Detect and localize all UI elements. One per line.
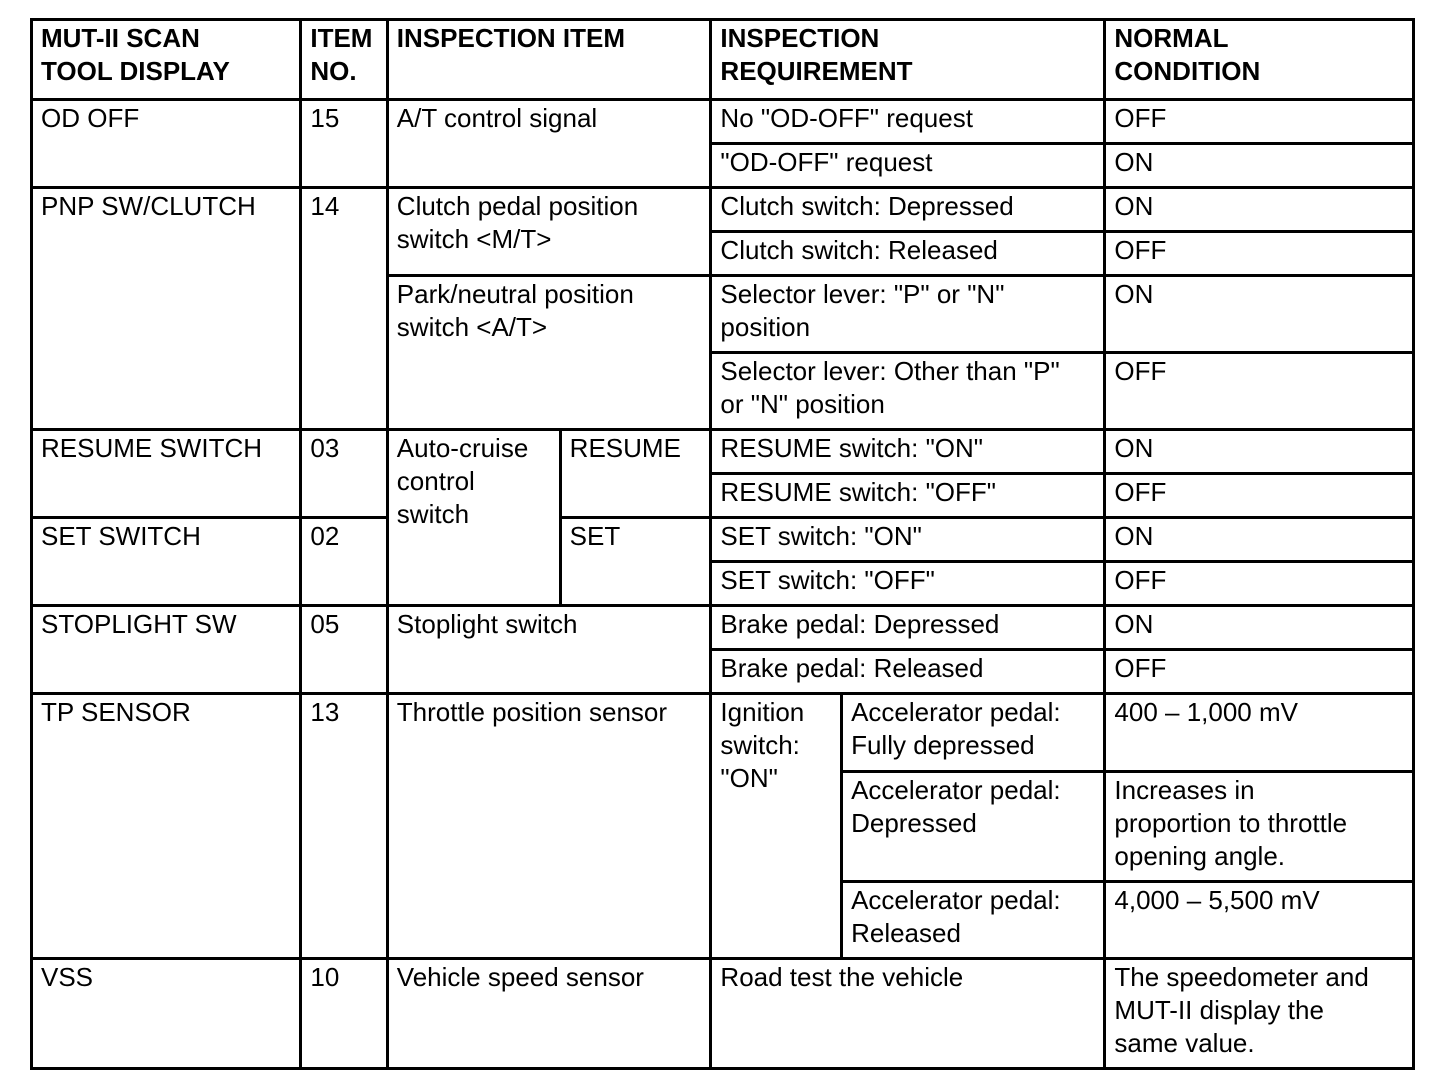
item-no-set: 02 [301,518,387,606]
item-no-vss: 10 [301,959,387,1069]
table-row [32,694,1414,772]
condition-cell: The speedometer and MUT-II display the same value. [1105,959,1414,1069]
display-stoplight: STOPLIGHT SW [32,606,301,694]
item-no-od-off: 15 [301,100,387,188]
display-resume-switch: RESUME SWITCH [32,430,301,518]
condition-cell: Increases in proportion to throttle opening angle. [1105,772,1414,882]
requirement-cell: Selector lever: Other than "P" or "N" position [711,353,1105,430]
condition-cell: ON [1105,188,1414,232]
table-row [32,188,1414,232]
condition-cell: OFF [1105,100,1414,144]
requirement-cell: Brake pedal: Released [711,650,1105,694]
condition-cell: ON [1105,144,1414,188]
requirement-ignition-on: Ignition switch: "ON" [711,694,842,959]
item-throttle-position-sensor: Throttle position sensor [387,694,711,959]
condition-cell: OFF [1105,353,1414,430]
table-row [32,606,1414,650]
inspection-table [30,18,1415,1070]
requirement-cell: SET switch: "OFF" [711,562,1105,606]
item-vehicle-speed-sensor: Vehicle speed sensor [387,959,711,1069]
condition-cell: OFF [1105,562,1414,606]
condition-cell: ON [1105,430,1414,474]
display-set-switch: SET SWITCH [32,518,301,606]
requirement-cell: Accelerator pedal: Released [842,882,1105,959]
condition-cell: ON [1105,606,1414,650]
sub-item-resume: RESUME [560,430,711,518]
condition-cell: OFF [1105,232,1414,276]
item-no-pnp: 14 [301,188,387,430]
header-inspection-requirement: INSPECTION REQUIREMENT [711,20,1105,100]
requirement-cell: Clutch switch: Depressed [711,188,1105,232]
header-row [32,20,1414,100]
header-inspection-item: INSPECTION ITEM [387,20,711,100]
condition-cell: OFF [1105,474,1414,518]
requirement-cell: "OD-OFF" request [711,144,1105,188]
header-item-no: ITEM NO. [301,20,387,100]
condition-cell: 4,000 – 5,500 mV [1105,882,1414,959]
condition-cell: ON [1105,518,1414,562]
table-row [32,959,1414,1069]
table-row [32,518,1414,562]
item-stoplight-switch: Stoplight switch [387,606,711,694]
requirement-cell: Clutch switch: Released [711,232,1105,276]
table-row [32,430,1414,474]
item-auto-cruise-switch: Auto-cruise control switch [387,430,560,606]
requirement-cell: Accelerator pedal: Depressed [842,772,1105,882]
display-vss: VSS [32,959,301,1069]
item-no-tp-sensor: 13 [301,694,387,959]
condition-cell: 400 – 1,000 mV [1105,694,1414,772]
requirement-cell: Road test the vehicle [711,959,1105,1069]
item-park-neutral-switch: Park/neutral position switch <A/T> [387,276,711,430]
item-od-off: A/T control signal [387,100,711,188]
item-clutch-switch: Clutch pedal position switch <M/T> [387,188,711,276]
header-normal-condition: NORMAL CONDITION [1105,20,1414,100]
requirement-cell: RESUME switch: "OFF" [711,474,1105,518]
header-display: MUT-II SCAN TOOL DISPLAY [32,20,301,100]
table-row [32,100,1414,144]
requirement-cell: Accelerator pedal: Fully depressed [842,694,1105,772]
display-pnp: PNP SW/CLUTCH [32,188,301,430]
requirement-cell: Brake pedal: Depressed [711,606,1105,650]
condition-cell: ON [1105,276,1414,353]
sub-item-set: SET [560,518,711,606]
requirement-cell: RESUME switch: "ON" [711,430,1105,474]
condition-cell: OFF [1105,650,1414,694]
requirement-cell: SET switch: "ON" [711,518,1105,562]
requirement-cell: No "OD-OFF" request [711,100,1105,144]
display-od-off: OD OFF [32,100,301,188]
display-tp-sensor: TP SENSOR [32,694,301,959]
item-no-stoplight: 05 [301,606,387,694]
requirement-cell: Selector lever: "P" or "N" position [711,276,1105,353]
item-no-resume: 03 [301,430,387,518]
